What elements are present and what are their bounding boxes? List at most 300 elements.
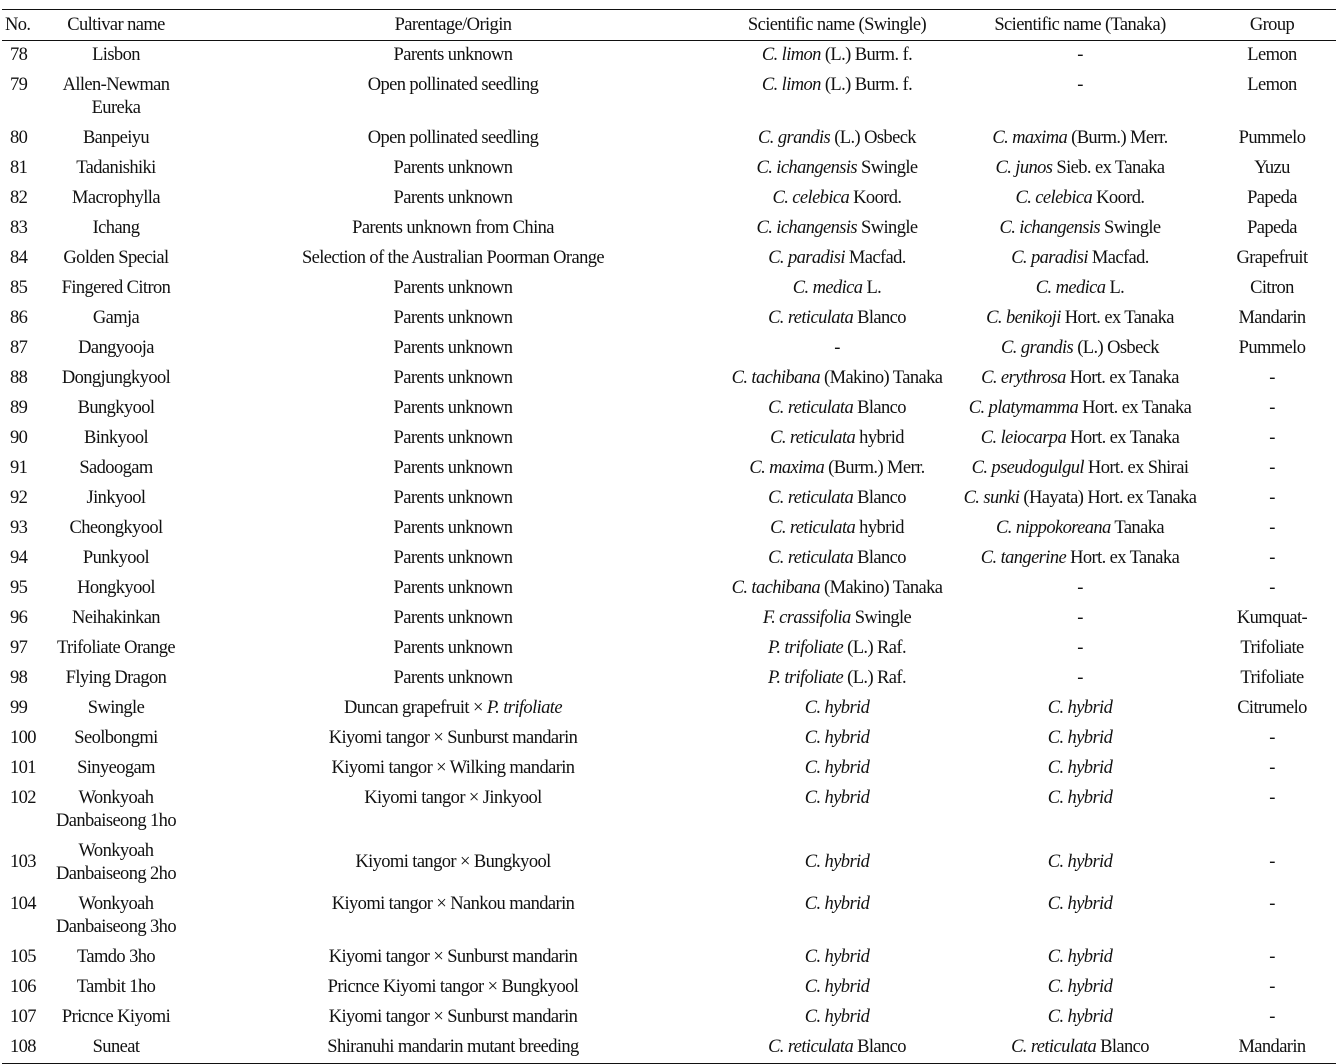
cell-scientific-swingle <box>722 304 952 334</box>
tanaka-authority: Blanco <box>1096 1036 1149 1057</box>
swingle-authority: (L.) Burm. f. <box>820 44 913 65</box>
tanaka-species: C. reticulata <box>1011 1036 1097 1057</box>
cell-group: Kumquat- <box>1236 607 1308 628</box>
tanaka-authority: - <box>1077 607 1083 628</box>
cell-cultivar-name: Punkyool <box>82 547 150 568</box>
cell-no: 105 <box>10 946 36 967</box>
cell-scientific-tanaka <box>952 514 1208 544</box>
cell-parentage <box>184 184 722 214</box>
swingle-authority: Koord. <box>849 187 902 208</box>
cell-scientific-swingle <box>722 784 952 837</box>
cell-scientific-swingle <box>722 484 952 514</box>
tanaka-authority: - <box>1077 577 1083 598</box>
cell-no: 94 <box>10 547 28 568</box>
tanaka-species: C. grandis <box>1001 337 1074 358</box>
parentage-text: Parents unknown <box>393 457 513 478</box>
parentage-text: Parents unknown <box>393 607 513 628</box>
cell-group: Lemon <box>1247 44 1297 65</box>
swingle-species: C. reticulata <box>768 307 854 328</box>
cell-scientific-tanaka <box>952 454 1208 484</box>
swingle-authority: Blanco <box>853 487 906 508</box>
cell-no: 80 <box>10 127 28 148</box>
swingle-species: C. hybrid <box>804 1006 870 1027</box>
cell-scientific-swingle <box>722 1003 952 1033</box>
table-row <box>2 973 1336 1003</box>
table-row <box>2 634 1336 664</box>
cell-no: 106 <box>10 976 36 997</box>
cell-cultivar-name: Suneat <box>92 1036 140 1057</box>
cell-no: 81 <box>10 157 28 178</box>
cell-parentage <box>184 890 722 943</box>
cell-cultivar-name: Tadanishiki <box>76 157 156 178</box>
cell-scientific-tanaka <box>952 304 1208 334</box>
parentage-text: Parents unknown <box>393 367 513 388</box>
swingle-species: C. hybrid <box>804 727 870 748</box>
cell-parentage <box>184 943 722 973</box>
cell-scientific-swingle <box>722 124 952 154</box>
swingle-species: C. reticulata <box>770 427 856 448</box>
table-row <box>2 484 1336 514</box>
cell-scientific-swingle <box>722 71 952 124</box>
swingle-species: C. hybrid <box>804 787 870 808</box>
cell-group: Grapefruit <box>1236 247 1308 268</box>
swingle-authority: Blanco <box>853 307 906 328</box>
cell-cultivar-name: Tambit 1ho <box>76 976 156 997</box>
parentage-text: Parents unknown <box>393 427 513 448</box>
cell-cultivar-name: Wonkyoah Danbaiseong 1ho <box>56 787 176 831</box>
tanaka-authority: (L.) Osbeck <box>1073 337 1159 358</box>
cell-cultivar-name: Wonkyoah Danbaiseong 2ho <box>56 840 176 884</box>
cell-group: Mandarin <box>1238 1036 1306 1057</box>
swingle-species: C. hybrid <box>804 757 870 778</box>
cell-cultivar-name: Flying Dragon <box>65 667 167 688</box>
cell-scientific-swingle <box>722 214 952 244</box>
parentage-text: Kiyomi tangor × Wilking mandarin <box>331 757 575 778</box>
cell-no: 92 <box>10 487 28 508</box>
cell-scientific-swingle <box>722 334 952 364</box>
cell-group: - <box>1269 893 1275 914</box>
parentage-species: P. trifoliate <box>486 697 562 718</box>
cell-parentage <box>184 484 722 514</box>
parentage-text: Parents unknown from China <box>352 217 554 238</box>
cell-group: Pummelo <box>1238 127 1306 148</box>
table-row <box>2 124 1336 154</box>
parentage-text: Parents unknown <box>393 44 513 65</box>
table-header <box>2 10 1336 41</box>
swingle-species: P. trifoliate <box>768 667 844 688</box>
swingle-species: C. tachibana <box>731 367 821 388</box>
cell-parentage <box>184 154 722 184</box>
cell-scientific-tanaka <box>952 1003 1208 1033</box>
tanaka-authority: - <box>1077 667 1083 688</box>
cell-parentage <box>184 1003 722 1033</box>
tanaka-species: C. maxima <box>992 127 1068 148</box>
swingle-species: C. hybrid <box>804 946 870 967</box>
tanaka-authority: Macfad. <box>1087 247 1149 268</box>
tanaka-species: C. platymamma <box>968 397 1079 418</box>
cell-cultivar-name: Gamja <box>92 307 140 328</box>
cell-scientific-swingle <box>722 364 952 394</box>
parentage-text: Selection of the Australian Poorman Orange <box>301 247 605 268</box>
swingle-species: C. limon <box>761 44 821 65</box>
table-row <box>2 784 1336 837</box>
cell-scientific-swingle <box>722 837 952 890</box>
cell-scientific-tanaka <box>952 544 1208 574</box>
header-scientific-tanaka: Scientific name (Tanaka) <box>994 14 1166 35</box>
tanaka-authority: - <box>1077 44 1083 65</box>
cell-no: 104 <box>10 893 36 914</box>
cell-scientific-swingle <box>722 694 952 724</box>
cell-parentage <box>184 837 722 890</box>
parentage-text: Parents unknown <box>393 157 513 178</box>
parentage-text: Duncan grapefruit × <box>344 697 487 718</box>
table-row <box>2 943 1336 973</box>
cell-no: 91 <box>10 457 28 478</box>
parentage-text: Parents unknown <box>393 517 513 538</box>
cell-no: 93 <box>10 517 28 538</box>
table-row <box>2 334 1336 364</box>
swingle-species: C. limon <box>761 74 821 95</box>
cell-cultivar-name: Seolbongmi <box>74 727 158 748</box>
tanaka-authority: L. <box>1105 277 1125 298</box>
swingle-species: C. grandis <box>758 127 831 148</box>
cell-scientific-swingle <box>722 394 952 424</box>
cell-scientific-swingle <box>722 244 952 274</box>
table-row <box>2 154 1336 184</box>
cell-group: - <box>1269 1006 1275 1027</box>
cell-group: - <box>1269 976 1275 997</box>
parentage-text: Shiranuhi mandarin mutant breeding <box>327 1036 579 1057</box>
table-row <box>2 837 1336 890</box>
cell-scientific-swingle <box>722 424 952 454</box>
tanaka-species: C. paradisi <box>1011 247 1088 268</box>
table-row <box>2 514 1336 544</box>
table-row <box>2 274 1336 304</box>
cell-group: - <box>1269 367 1275 388</box>
cell-scientific-swingle <box>722 41 952 72</box>
cell-scientific-tanaka <box>952 274 1208 304</box>
parentage-text: Open pollinated seedling <box>367 127 539 148</box>
cell-parentage <box>184 784 722 837</box>
swingle-authority: Blanco <box>853 1036 906 1057</box>
swingle-authority: Blanco <box>853 397 906 418</box>
parentage-text: Parents unknown <box>393 637 513 658</box>
cell-scientific-swingle <box>722 454 952 484</box>
parentage-text: Parents unknown <box>393 307 513 328</box>
table-row <box>2 214 1336 244</box>
cell-cultivar-name: Jinkyool <box>86 487 146 508</box>
cell-group: - <box>1269 427 1275 448</box>
tanaka-authority: Tanaka <box>1110 517 1164 538</box>
tanaka-authority: Hort. ex Tanaka <box>1066 427 1180 448</box>
cell-cultivar-name: Sinyeogam <box>77 757 155 778</box>
parentage-text: Pricnce Kiyomi tangor × Bungkyool <box>327 976 579 997</box>
table-row <box>2 694 1336 724</box>
tanaka-species: C. hybrid <box>1047 787 1113 808</box>
cell-parentage <box>184 1033 722 1064</box>
cell-group: - <box>1269 852 1275 872</box>
swingle-authority: (Burm.) Merr. <box>824 457 925 478</box>
cell-cultivar-name: Sadoogam <box>79 457 153 478</box>
cell-parentage <box>184 244 722 274</box>
cell-cultivar-name: Lisbon <box>92 44 140 65</box>
cell-group: Mandarin <box>1238 307 1306 328</box>
table-row <box>2 754 1336 784</box>
swingle-authority: L. <box>862 277 882 298</box>
swingle-authority: (L.) Raf. <box>843 637 906 658</box>
cell-parentage <box>184 41 722 72</box>
parentage-text: Kiyomi tangor × Sunburst mandarin <box>328 946 578 967</box>
cell-no: 98 <box>10 667 28 688</box>
cell-group: Citrumelo <box>1237 697 1307 718</box>
cell-scientific-tanaka <box>952 484 1208 514</box>
cell-scientific-swingle <box>722 724 952 754</box>
swingle-species: C. hybrid <box>804 893 870 914</box>
tanaka-authority: (Burm.) Merr. <box>1067 127 1168 148</box>
cell-no: 107 <box>10 1006 36 1027</box>
cell-parentage <box>184 274 722 304</box>
header-cultivar-name: Cultivar name <box>67 14 165 35</box>
tanaka-authority: Koord. <box>1092 187 1145 208</box>
swingle-authority: (L.) Burm. f. <box>820 74 913 95</box>
cell-scientific-tanaka <box>952 574 1208 604</box>
cell-cultivar-name: Tamdo 3ho <box>76 946 156 967</box>
swingle-species: C. reticulata <box>768 487 854 508</box>
cell-group: - <box>1269 727 1275 748</box>
cell-scientific-swingle <box>722 1033 952 1064</box>
swingle-species: C. ichangensis <box>756 157 858 178</box>
cell-scientific-tanaka <box>952 604 1208 634</box>
swingle-species: P. trifoliate <box>768 637 844 658</box>
cell-group: - <box>1269 787 1275 808</box>
swingle-species: C. hybrid <box>804 852 870 872</box>
header-row <box>2 10 1336 41</box>
cell-scientific-swingle <box>722 604 952 634</box>
cell-parentage <box>184 454 722 484</box>
swingle-authority: (Makino) Tanaka <box>820 577 943 598</box>
cell-cultivar-name: Macrophylla <box>72 187 160 208</box>
cell-group: - <box>1269 487 1275 508</box>
cell-scientific-swingle <box>722 274 952 304</box>
cell-parentage <box>184 544 722 574</box>
tanaka-species: C. hybrid <box>1047 697 1113 718</box>
tanaka-species: C. medica <box>1035 277 1106 298</box>
cell-scientific-tanaka <box>952 837 1208 890</box>
cell-no: 101 <box>10 757 36 778</box>
cell-group: - <box>1269 547 1275 568</box>
cell-parentage <box>184 304 722 334</box>
cell-no: 79 <box>10 74 28 95</box>
parentage-text: Parents unknown <box>393 487 513 508</box>
tanaka-species: C. hybrid <box>1047 757 1113 778</box>
cell-no: 86 <box>10 307 28 328</box>
tanaka-authority: Hort. ex Shirai <box>1083 457 1189 478</box>
cell-scientific-tanaka <box>952 154 1208 184</box>
cell-group: Pummelo <box>1238 337 1306 358</box>
cell-scientific-tanaka <box>952 943 1208 973</box>
cell-scientific-tanaka <box>952 754 1208 784</box>
parentage-text: Parents unknown <box>393 337 513 358</box>
tanaka-species: C. nippokoreana <box>996 517 1111 538</box>
table-row <box>2 41 1336 72</box>
cell-cultivar-name: Fingered Citron <box>61 277 171 298</box>
cell-no: 95 <box>10 577 28 598</box>
cell-group: - <box>1269 517 1275 538</box>
cell-scientific-tanaka <box>952 1033 1208 1064</box>
cell-no: 103 <box>10 852 36 872</box>
swingle-species: C. reticulata <box>770 517 856 538</box>
cell-scientific-swingle <box>722 943 952 973</box>
cell-cultivar-name: Pricnce Kiyomi <box>61 1006 171 1027</box>
parentage-text: Kiyomi tangor × Sunburst mandarin <box>328 727 578 748</box>
tanaka-species: C. benikoji <box>986 307 1061 328</box>
swingle-species: C. hybrid <box>804 976 870 997</box>
cell-cultivar-name: Binkyool <box>83 427 149 448</box>
cell-no: 90 <box>10 427 28 448</box>
table-body <box>2 41 1336 1064</box>
cell-parentage <box>184 724 722 754</box>
header-parentage: Parentage/Origin <box>394 14 512 35</box>
header-no: No. <box>5 14 31 35</box>
cell-scientific-tanaka <box>952 694 1208 724</box>
cell-scientific-tanaka <box>952 424 1208 454</box>
tanaka-species: C. hybrid <box>1047 946 1113 967</box>
swingle-authority: Macfad. <box>844 247 906 268</box>
cell-cultivar-name: Ichang <box>92 217 140 238</box>
swingle-species: C. reticulata <box>768 547 854 568</box>
tanaka-species: C. pseudogulgul <box>971 457 1084 478</box>
cell-cultivar-name: Bungkyool <box>77 397 155 418</box>
tanaka-species: C. ichangensis <box>999 217 1101 238</box>
tanaka-species: C. leiocarpa <box>980 427 1067 448</box>
cell-group: Lemon <box>1247 74 1297 95</box>
cell-cultivar-name: Cheongkyool <box>69 517 163 538</box>
parentage-text: Parents unknown <box>393 577 513 598</box>
cell-scientific-tanaka <box>952 664 1208 694</box>
cell-no: 83 <box>10 217 28 238</box>
swingle-authority: Swingle <box>850 607 912 628</box>
cell-cultivar-name: Neihakinkan <box>72 607 160 628</box>
tanaka-authority: Swingle <box>1100 217 1161 238</box>
cell-scientific-swingle <box>722 154 952 184</box>
cell-scientific-tanaka <box>952 634 1208 664</box>
cell-scientific-swingle <box>722 890 952 943</box>
cell-no: 88 <box>10 367 28 388</box>
table-row <box>2 1003 1336 1033</box>
cell-parentage <box>184 514 722 544</box>
cell-no: 108 <box>10 1036 36 1057</box>
parentage-text: Open pollinated seedling <box>367 74 539 95</box>
cell-scientific-tanaka <box>952 724 1208 754</box>
table-row <box>2 890 1336 943</box>
tanaka-species: C. sunki <box>963 487 1020 508</box>
cell-cultivar-name: Dongjungkyool <box>61 367 171 388</box>
parentage-text: Kiyomi tangor × Nankou mandarin <box>331 893 575 914</box>
cell-no: 87 <box>10 337 28 358</box>
swingle-authority: Swingle <box>857 217 918 238</box>
cell-no: 85 <box>10 277 28 298</box>
tanaka-species: C. hybrid <box>1047 1006 1113 1027</box>
cell-group: Trifoliate <box>1240 667 1304 688</box>
cell-no: 78 <box>10 44 28 65</box>
tanaka-species: C. hybrid <box>1047 852 1113 872</box>
cell-group: - <box>1269 457 1275 478</box>
cell-parentage <box>184 71 722 124</box>
swingle-authority: Swingle <box>857 157 918 178</box>
parentage-text: Parents unknown <box>393 547 513 568</box>
cell-scientific-swingle <box>722 574 952 604</box>
cell-cultivar-name: Swingle <box>87 697 145 718</box>
cell-parentage <box>184 364 722 394</box>
cell-parentage <box>184 973 722 1003</box>
cell-group: - <box>1269 577 1275 598</box>
cell-scientific-swingle <box>722 514 952 544</box>
cell-group: Papeda <box>1247 217 1297 238</box>
cell-group: Citron <box>1250 277 1294 298</box>
swingle-authority: (Makino) Tanaka <box>820 367 943 388</box>
cell-parentage <box>184 754 722 784</box>
tanaka-authority: Hort. ex Tanaka <box>1060 307 1174 328</box>
cell-no: 100 <box>10 727 36 748</box>
cell-cultivar-name: Wonkyoah Danbaiseong 3ho <box>56 893 176 937</box>
table-row <box>2 244 1336 274</box>
parentage-text: Parents unknown <box>393 397 513 418</box>
table-row <box>2 364 1336 394</box>
cell-parentage <box>184 694 722 724</box>
tanaka-species: C. erythrosa <box>981 367 1066 388</box>
table-row <box>2 394 1336 424</box>
table-row <box>2 574 1336 604</box>
table-row <box>2 454 1336 484</box>
cell-scientific-tanaka <box>952 71 1208 124</box>
tanaka-species: C. hybrid <box>1047 727 1113 748</box>
cell-cultivar-name: Golden Special <box>63 247 169 268</box>
cell-group: - <box>1269 946 1275 967</box>
parentage-text: Kiyomi tangor × Jinkyool <box>364 787 542 808</box>
tanaka-species: C. hybrid <box>1047 893 1113 914</box>
tanaka-species: C. tangerine <box>980 547 1067 568</box>
cell-scientific-tanaka <box>952 214 1208 244</box>
swingle-species: C. ichangensis <box>756 217 858 238</box>
swingle-species: C. hybrid <box>804 697 870 718</box>
tanaka-authority: Hort. ex Tanaka <box>1065 367 1179 388</box>
cultivar-table <box>2 9 1336 1064</box>
cell-cultivar-name: Trifoliate Orange <box>56 637 176 658</box>
parentage-text: Kiyomi tangor × Bungkyool <box>355 852 551 872</box>
swingle-authority: - <box>834 337 840 358</box>
cell-cultivar-name: Dangyooja <box>78 337 154 358</box>
cell-scientific-swingle <box>722 184 952 214</box>
cell-parentage <box>184 424 722 454</box>
cell-scientific-tanaka <box>952 244 1208 274</box>
swingle-authority: (L.) Osbeck <box>830 127 916 148</box>
cell-no: 96 <box>10 607 28 628</box>
header-group: Group <box>1249 14 1295 35</box>
swingle-species: F. crassifolia <box>762 607 851 628</box>
swingle-species: C. celebica <box>772 187 850 208</box>
parentage-text: Parents unknown <box>393 187 513 208</box>
cell-scientific-swingle <box>722 973 952 1003</box>
table-row <box>2 1033 1336 1064</box>
header-scientific-swingle: Scientific name (Swingle) <box>747 14 927 35</box>
cell-no: 89 <box>10 397 28 418</box>
cell-parentage <box>184 664 722 694</box>
cell-scientific-tanaka <box>952 784 1208 837</box>
swingle-authority: hybrid <box>855 427 904 448</box>
swingle-species: C. tachibana <box>731 577 821 598</box>
cell-no: 84 <box>10 247 28 268</box>
cell-scientific-tanaka <box>952 124 1208 154</box>
